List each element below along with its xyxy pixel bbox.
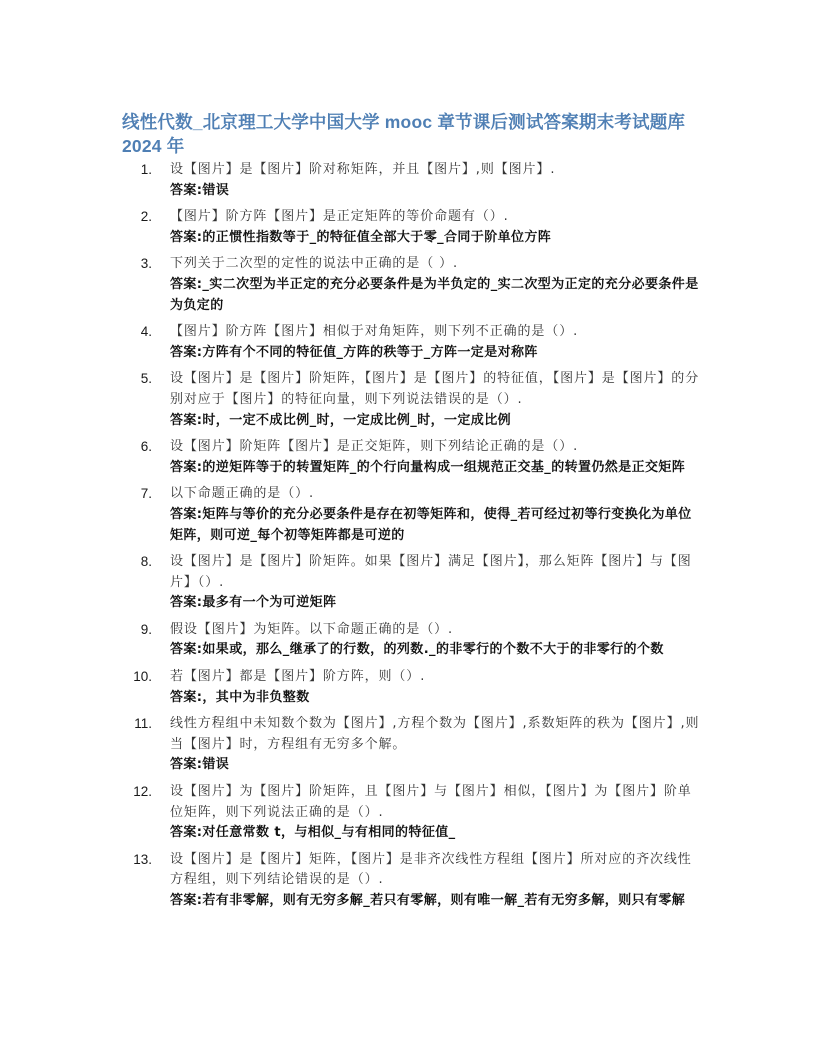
question-item — [130, 714, 700, 776]
answer-label: 答案: — [170, 506, 203, 522]
answer-label: 答案: — [170, 459, 203, 475]
question-item — [130, 552, 700, 614]
question-number: 4. — [140, 324, 152, 340]
answer-value: _实二次型为半正定的充分必要条件是为半负定的_实二次型为正定的充分必要条件是为负定的 — [170, 276, 699, 313]
question-list — [130, 160, 700, 918]
answer-label: 答案: — [170, 689, 203, 705]
answer-text — [170, 593, 700, 614]
question-item — [130, 850, 700, 912]
question-item — [130, 254, 700, 316]
question-text: 设【图片】为【图片】阶矩阵，且【图片】与【图片】相似，【图片】为【图片】阶单位矩阵，则下列说法正确的是（）. — [170, 784, 692, 820]
question-text: 线性方程组中未知数个数为【图片】,方程个数为【图片】,系数矩阵的秩为【图片】,则当【图片】时，方程组有无穷多个解。 — [170, 716, 700, 752]
answer-text — [170, 343, 700, 364]
question-item — [130, 160, 700, 201]
question-number: 3. — [140, 256, 152, 272]
question-text: 以下命题正确的是（）. — [170, 486, 315, 502]
question-number: 8. — [140, 554, 152, 570]
answer-value: ，其中为非负整数 — [202, 689, 310, 705]
answer-label: 答案: — [170, 642, 203, 658]
question-text: 设【图片】阶矩阵【图片】是正交矩阵，则下列结论正确的是（）. — [170, 439, 579, 455]
answer-label: 答案: — [170, 757, 203, 773]
answer-text — [170, 755, 700, 776]
question-text: 【图片】阶方阵【图片】是正定矩阵的等价命题有（）. — [170, 209, 509, 225]
answer-value: 矩阵与等价的充分必要条件是存在初等矩阵和，使得_若可经过初等行变换化为单位矩阵，则可逆_每个初等矩阵都是可逆的 — [170, 506, 692, 543]
question-text: 假设【图片】为矩阵。以下命题正确的是（）. — [170, 621, 454, 637]
question-item — [130, 667, 700, 708]
answer-value: 若有非零解，则有无穷多解_若只有零解，则有唯一解_若有无穷多解，则只有零解 — [202, 893, 686, 908]
question-item — [130, 322, 700, 363]
answer-value: 的正惯性指数等于_的特征值全部大于零_合同于阶单位方阵 — [202, 229, 552, 245]
question-number: 7. — [140, 486, 152, 502]
answer-value: 时，一定不成比例_时，一定成比例_时，一定成比例 — [202, 412, 512, 428]
question-item — [130, 207, 700, 248]
answer-text — [170, 458, 700, 479]
answer-text — [170, 891, 700, 912]
question-text: 设【图片】是【图片】阶矩阵，【图片】是【图片】的特征值，【图片】是【图片】的分别对应于【图片】的特征向量，则下列说法错误的是（）. — [170, 371, 700, 407]
answer-text — [170, 640, 700, 661]
answer-value: 如果或，那么_继承了的行数，的列数._的非零行的个数不大于的非零行的个数 — [202, 642, 664, 658]
document-title: 线性代数_北京理工大学中国大学 mooc 章节课后测试答案期末考试题库 2024 年 — [122, 112, 686, 156]
question-number: 5. — [140, 371, 152, 387]
question-number: 10. — [133, 669, 152, 685]
question-number: 11. — [134, 716, 152, 732]
question-number: 13. — [133, 851, 152, 867]
answer-value: 最多有一个为可逆矩阵 — [202, 595, 337, 611]
answer-text — [170, 505, 700, 546]
answer-label: 答案: — [170, 182, 203, 198]
question-number: 1. — [140, 162, 152, 177]
answer-label: 答案: — [170, 229, 203, 245]
answer-text — [170, 411, 700, 432]
answer-label: 答案: — [170, 893, 203, 908]
question-text: 设【图片】是【图片】矩阵，【图片】是非齐次线性方程组【图片】所对应的齐次线性方程组，则下列结论错误的是（）. — [170, 851, 692, 888]
question-item — [130, 620, 700, 661]
question-item — [130, 369, 700, 431]
question-number: 2. — [140, 209, 152, 225]
answer-label: 答案: — [170, 276, 203, 292]
answer-text — [170, 181, 700, 202]
answer-label: 答案: — [170, 825, 203, 841]
answer-text — [170, 688, 700, 709]
question-number: 6. — [140, 439, 152, 455]
question-text: 若【图片】都是【图片】阶方阵，则（）. — [170, 669, 426, 685]
answer-value: 的逆矩阵等于的转置矩阵_的个行向量构成一组规范正交基_的转置仍然是正交矩阵 — [202, 459, 686, 475]
question-item — [130, 437, 700, 478]
question-item — [130, 484, 700, 546]
answer-value: 错误 — [202, 182, 230, 198]
question-text: 设【图片】是【图片】阶矩阵。如果【图片】满足【图片】，那么矩阵【图片】与【图片】（）. — [170, 554, 692, 590]
question-number: 12. — [133, 784, 152, 800]
question-item — [130, 782, 700, 844]
answer-text — [170, 275, 700, 316]
question-text: 设【图片】是【图片】阶对称矩阵，并且【图片】,则【图片】. — [170, 162, 556, 177]
answer-value: 方阵有个不同的特征值_方阵的秩等于_方阵一定是对称阵 — [202, 344, 538, 360]
answer-value: 对任意常数 t，与相似_与有相同的特征值_ — [202, 825, 456, 841]
answer-label: 答案: — [170, 344, 203, 360]
answer-label: 答案: — [170, 412, 203, 428]
answer-label: 答案: — [170, 595, 203, 611]
question-number: 9. — [140, 621, 152, 637]
answer-value: 错误 — [202, 757, 230, 773]
question-text: 下列关于二次型的定性的说法中正确的是（ ）. — [170, 256, 459, 272]
answer-text — [170, 228, 700, 249]
answer-text — [170, 823, 700, 844]
question-text: 【图片】阶方阵【图片】相似于对角矩阵，则下列不正确的是（）. — [170, 324, 579, 340]
